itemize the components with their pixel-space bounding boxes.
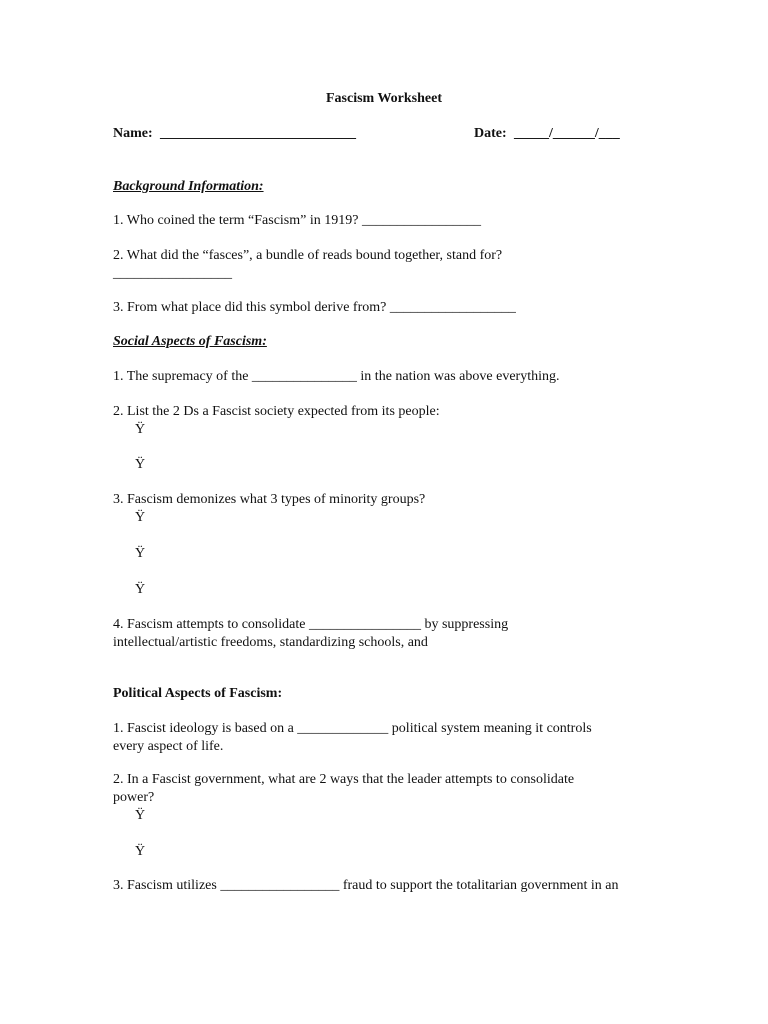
bullet-icon: Ÿ xyxy=(135,582,146,597)
date-label: Date: xyxy=(474,126,507,141)
bullet-icon: Ÿ xyxy=(135,422,146,437)
political-q2-line2: power? xyxy=(113,790,155,805)
name-label: Name: xyxy=(113,126,153,141)
social-q4-line1: 4. Fascism attempts to consolidate ________________ by suppressing xyxy=(113,617,509,632)
background-q2-line1: 2. What did the “fasces”, a bundle of reads bound together, stand for? xyxy=(113,248,503,263)
political-q2-line1: 2. In a Fascist government, what are 2 ways that the leader attempts to consolidate xyxy=(113,772,575,787)
background-q3: 3. From what place did this symbol derive from? __________________ xyxy=(113,300,516,315)
political-q1-line1: 1. Fascist ideology is based on a _____________ political system meaning it controls xyxy=(113,721,592,736)
bullet-icon: Ÿ xyxy=(135,510,146,525)
page-title: Fascism Worksheet xyxy=(325,91,442,106)
name-blank: ____________________________ xyxy=(160,126,356,141)
political-q1-line2: every aspect of life. xyxy=(113,739,224,754)
political-heading: Political Aspects of Fascism: xyxy=(113,686,283,701)
bullet-icon: Ÿ xyxy=(135,808,146,823)
bullet-icon: Ÿ xyxy=(135,546,146,561)
social-q4-line2: intellectual/artistic freedoms, standardizing schools, and xyxy=(113,635,428,650)
social-heading: Social Aspects of Fascism: xyxy=(113,334,267,349)
date-blank: _____/______/___ xyxy=(514,126,620,141)
background-q2-line2: _________________ xyxy=(113,266,232,281)
social-q3: 3. Fascism demonizes what 3 types of minority groups? xyxy=(113,492,426,507)
social-q2: 2. List the 2 Ds a Fascist society expected from its people: xyxy=(113,404,440,419)
background-q1: 1. Who coined the term “Fascism” in 1919? _________________ xyxy=(113,213,481,228)
background-heading: Background Information: xyxy=(113,179,264,194)
social-q1: 1. The supremacy of the _______________ in the nation was above everything. xyxy=(113,369,560,384)
bullet-icon: Ÿ xyxy=(135,457,146,472)
political-q3: 3. Fascism utilizes _________________ fraud to support the totalitarian government in an xyxy=(113,878,619,893)
bullet-icon: Ÿ xyxy=(135,844,146,859)
